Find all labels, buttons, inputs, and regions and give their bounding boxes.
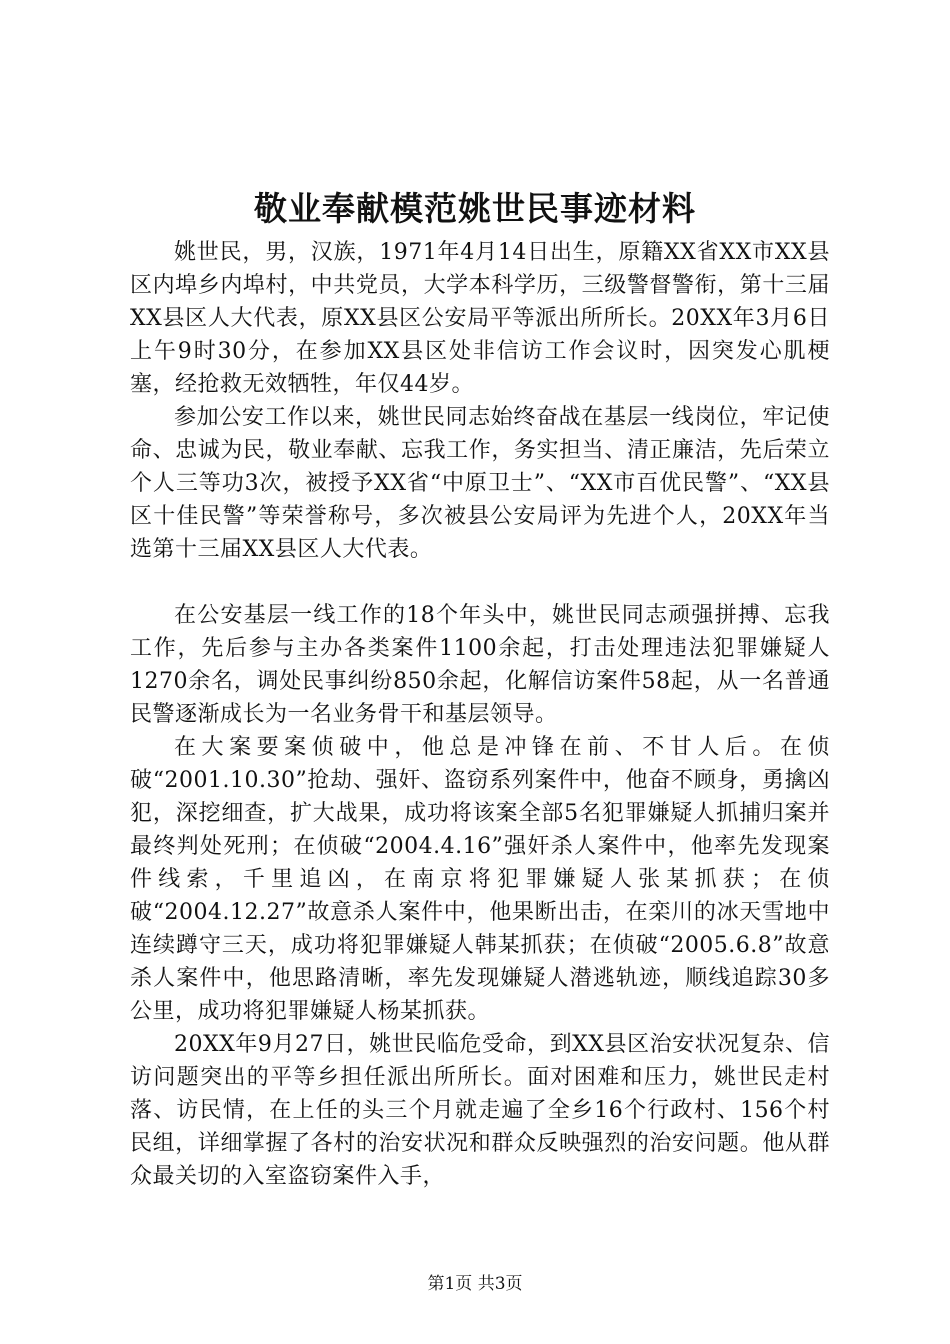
paragraph-honors: 参加公安工作以来，姚世民同志始终奋战在基层一线岗位，牢记使命、忠诚为民，敬业奉献、忘我工作，务实担当、清正廉洁，先后荣立个人三等功3次，被授予XX省“中原卫士”、“XX市百优民警”、“XX县区十佳民警”等荣誉称号，多次被县公安局评为先进个人，20XX年当选第十三届XX县区人大代表。 <box>130 405 830 562</box>
paragraph-biography: 姚世民，男，汉族，1971年4月14日出生，原籍XX省XX市XX县区内埠乡内埠村，中共党员，大学本科学历，三级警督警衔，第十三届XX县区人大代表，原XX县区公安局平等派出所所长。20XX年3月6日上午9时30分，在参加XX县区处非信访工作会议时，因突发心肌梗塞，经抢救无效牺牲，年仅44岁。 <box>130 240 830 397</box>
page-number: 第1页 共3页 <box>427 1274 523 1294</box>
paragraph-career: 在公安基层一线工作的18个年头中，姚世民同志顽强拼搏、忘我工作，先后参与主办各类案件1100余起，打击处理违法犯罪嫌疑人1270余名，调处民事纠纷850余起，化解信访案件58起，从一名普通民警逐渐成长为一名业务骨干和基层领导。 <box>130 603 830 727</box>
document-title: 敬业奉献模范姚世民事迹材料 <box>254 189 696 228</box>
paragraph-major-cases: 在大案要案侦破中，他总是冲锋在前、不甘人后。在侦破“2001.10.30”抢劫、强奸、盗窃系列案件中，他奋不顾身，勇擒凶犯，深挖细查，扩大战果，成功将该案全部5名犯罪嫌疑人抓捕归案并最终判处死刑；在侦破“2004.4.16”强奸杀人案件中，他率先发现案件线索，千里追凶，在南京将犯罪嫌疑人张某抓获；在侦破“2004.12.27”故意杀人案件中，他果断出击，在栾川的冰天雪地中连续蹲守三天，成功将犯罪嫌疑人韩某抓获；在侦破“2005.6.8”故意杀人案件中，他思路清晰，率先发现嫌疑人潜逃轨迹，顺线追踪30多公里，成功将犯罪嫌疑人杨某抓获。 <box>130 735 830 1024</box>
document-body <box>130 236 830 1193</box>
paragraph-police-station: 20XX年9月27日，姚世民临危受命，到XX县区治安状况复杂、信访问题突出的平等乡担任派出所所长。面对困难和压力，姚世民走村落、访民情，在上任的头三个月就走遍了全乡16个行政村、156个村民组，详细掌握了各村的治安状况和群众反映强烈的治安问题。他从群众最关切的入室盗窃案件入手， <box>130 1032 830 1189</box>
